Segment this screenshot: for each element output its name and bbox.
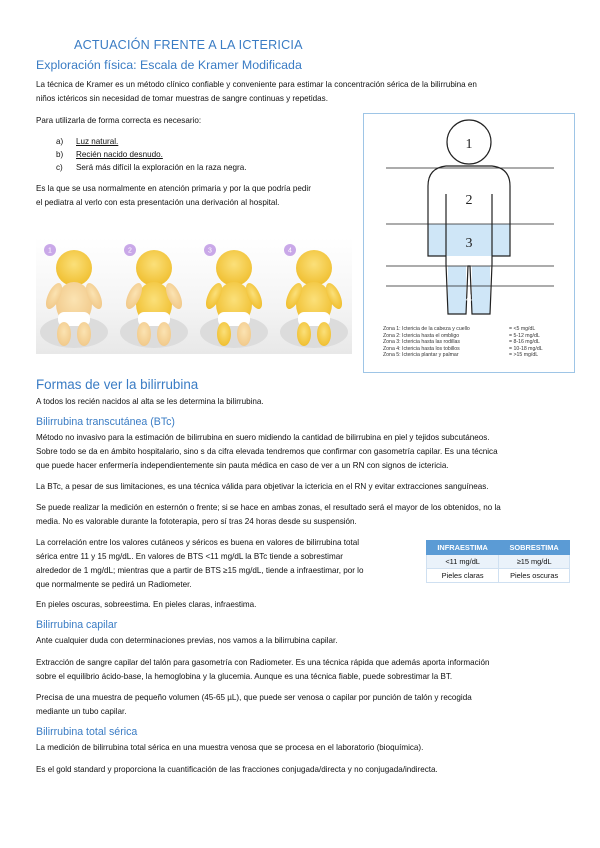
table-cell: ≥15 mg/dL: [499, 555, 570, 569]
svg-text:1: 1: [48, 247, 52, 255]
list-item: Zona 3: Ictericia hasta las rodillas = 8-16 mg/dL: [383, 339, 540, 346]
baby-1: [40, 244, 108, 348]
table-header: SOBRESTIMA: [499, 541, 570, 555]
requirements-intro: Para utilizarla de forma correcta es necesario:: [36, 116, 202, 125]
svg-text:1: 1: [465, 137, 473, 152]
zones-legend: [383, 326, 543, 359]
list-item: b) Recién nacido desnudo.: [56, 150, 163, 160]
baby-2: [120, 244, 188, 348]
kramer-intro-line-1: La técnica de Kramer es un método clínico confiable y conveniente para estimar la concentración sérica de la bilirrubina en: [36, 80, 477, 89]
requirements-list: [56, 135, 247, 175]
subheading-total: Bilirrubina total sérica: [36, 726, 138, 738]
list-item: Zona 4: Ictericia hasta los tobillos = 10-18 mg/dL: [383, 345, 543, 352]
btc-p4-line-4: que normalmente se pedirá un Radiometer.: [36, 580, 192, 589]
btc-p3-line-1: Se puede realizar la medición en esternón o frente; si se hace en ambas zonas, el resultado será el mayor de los obtenidos, no la: [36, 503, 501, 512]
btc-p1-line-2: Sobre todo se da en ámbito hospitalario, sino s da cifra elevada tendremos que confirmar con gasometría capilar. Es una técnica: [36, 447, 498, 456]
body-zones-diagram: [364, 114, 574, 324]
page-title: ACTUACIÓN FRENTE A LA ICTERICIA: [74, 38, 303, 52]
btc-p1-line-3: que puede hacer enfermería independientemente sin pauta médica en caso de ver a un RN con signos de ictericia.: [36, 461, 449, 470]
table-header: INFRAESTIMA: [427, 541, 499, 555]
table-row: [427, 555, 570, 569]
usage-line-1: Es la que se usa normalmente en atención primaria y por la que podría pedir: [36, 184, 311, 193]
capilar-p3-line-1: Precisa de una muestra de pequeño volumen (45-65 µL), que puede ser venosa o capilar por punción de talón y recogida: [36, 693, 472, 702]
capilar-p2-line-2: sobre el equilibrio ácido-base, la hemoglobina y la glucemia. Aunque es una técnica fiable, puede sobrestimar la BT.: [36, 672, 453, 681]
table-cell: Pieles claras: [427, 569, 499, 583]
svg-text:3: 3: [208, 247, 212, 255]
list-item: c) Será más difícil la exploración en la raza negra.: [56, 163, 247, 173]
capilar-p3-line-2: mediante un tubo capilar.: [36, 707, 127, 716]
btc-p3-line-2: media. No es valorable durante la fototerapia, pero sí tras 24 horas desde su suspensión.: [36, 517, 357, 526]
btc-p4-line-3: alrededor de 1 mg/dL; mientras que a partir de BTS ≥15 mg/dL, tiende a infraestimar, por lo: [36, 566, 364, 575]
baby-3: [200, 244, 268, 348]
table-cell: Pieles oscuras: [499, 569, 570, 583]
list-item: Zona 1: Ictericia de la cabeza y cuello = <5 mg/dL: [383, 326, 536, 332]
section-heading-formas: Formas de ver la bilirrubina: [36, 377, 199, 392]
list-item: Zona 5: Ictericia plantar y palmar = >15 mg/dL: [383, 352, 539, 359]
table-row: [427, 569, 570, 583]
table-header-row: [427, 541, 570, 555]
svg-text:2: 2: [128, 247, 132, 255]
btc-p4-line-1: La correlación entre los valores cutáneos y séricos es buena en valores de bilirrubina total: [36, 538, 360, 547]
svg-text:4: 4: [466, 291, 472, 305]
table-cell: <11 mg/dL: [427, 555, 499, 569]
btc-p5: En pieles oscuras, sobreestima. En pieles claras, infraestima.: [36, 600, 257, 609]
section-heading-kramer: Exploración física: Escala de Kramer Modificada: [36, 58, 302, 72]
baby-4: [280, 244, 348, 348]
btc-p1-line-1: Método no invasivo para la estimación de bilirrubina en suero midiendo la cantidad de bilirrubina en piel y tejidos subcutáneos.: [36, 433, 490, 442]
subheading-btc: Bilirrubina transcutánea (BTc): [36, 416, 175, 428]
list-item: a) Luz natural.: [56, 137, 119, 146]
list-item: Zona 2: Ictericia hasta el ombligo = 5-12 mg/dL: [383, 332, 540, 339]
total-p2: Es el gold standard y proporciona la cuantificación de las fracciones conjugada/directa y no conjugada/indirecta.: [36, 765, 438, 774]
baby-kramer-photos: [36, 238, 352, 354]
estimation-table: [426, 540, 570, 583]
total-p1: La medición de bilirrubina total sérica en una muestra venosa que se procesa en el laboratorio (bioquímica).: [36, 743, 424, 752]
kramer-intro-line-2: niños ictéricos sin necesidad de tomar muestras de sangre continuas y repetidas.: [36, 94, 328, 103]
svg-text:4: 4: [288, 247, 292, 255]
svg-text:3: 3: [465, 236, 473, 251]
capilar-p2-line-1: Extracción de sangre capilar del talón para gasometría con Radiometer. Es una técnica rápida que además aporta información: [36, 658, 490, 667]
svg-text:2: 2: [465, 193, 473, 208]
btc-p2: La BTc, a pesar de sus limitaciones, es una técnica válida para objetivar la ictericia en el RN y evitar extracciones sanguíneas.: [36, 482, 489, 491]
formas-line: A todos los recién nacidos al alta se les determina la bilirrubina.: [36, 397, 264, 406]
btc-p4-line-2: sérica entre 11 y 15 mg/dL. En valores de BTS <11 mg/dL la BTc tiende a sobrestimar: [36, 552, 343, 561]
capilar-p1: Ante cualquier duda con determinaciones previas, nos vamos a la bilirrubina capilar.: [36, 636, 338, 645]
usage-line-2: el pediatra al verlo con esta presentación una derivación al hospital.: [36, 198, 280, 207]
baby-illustrations: [36, 238, 352, 354]
subheading-capilar: Bilirrubina capilar: [36, 619, 118, 631]
